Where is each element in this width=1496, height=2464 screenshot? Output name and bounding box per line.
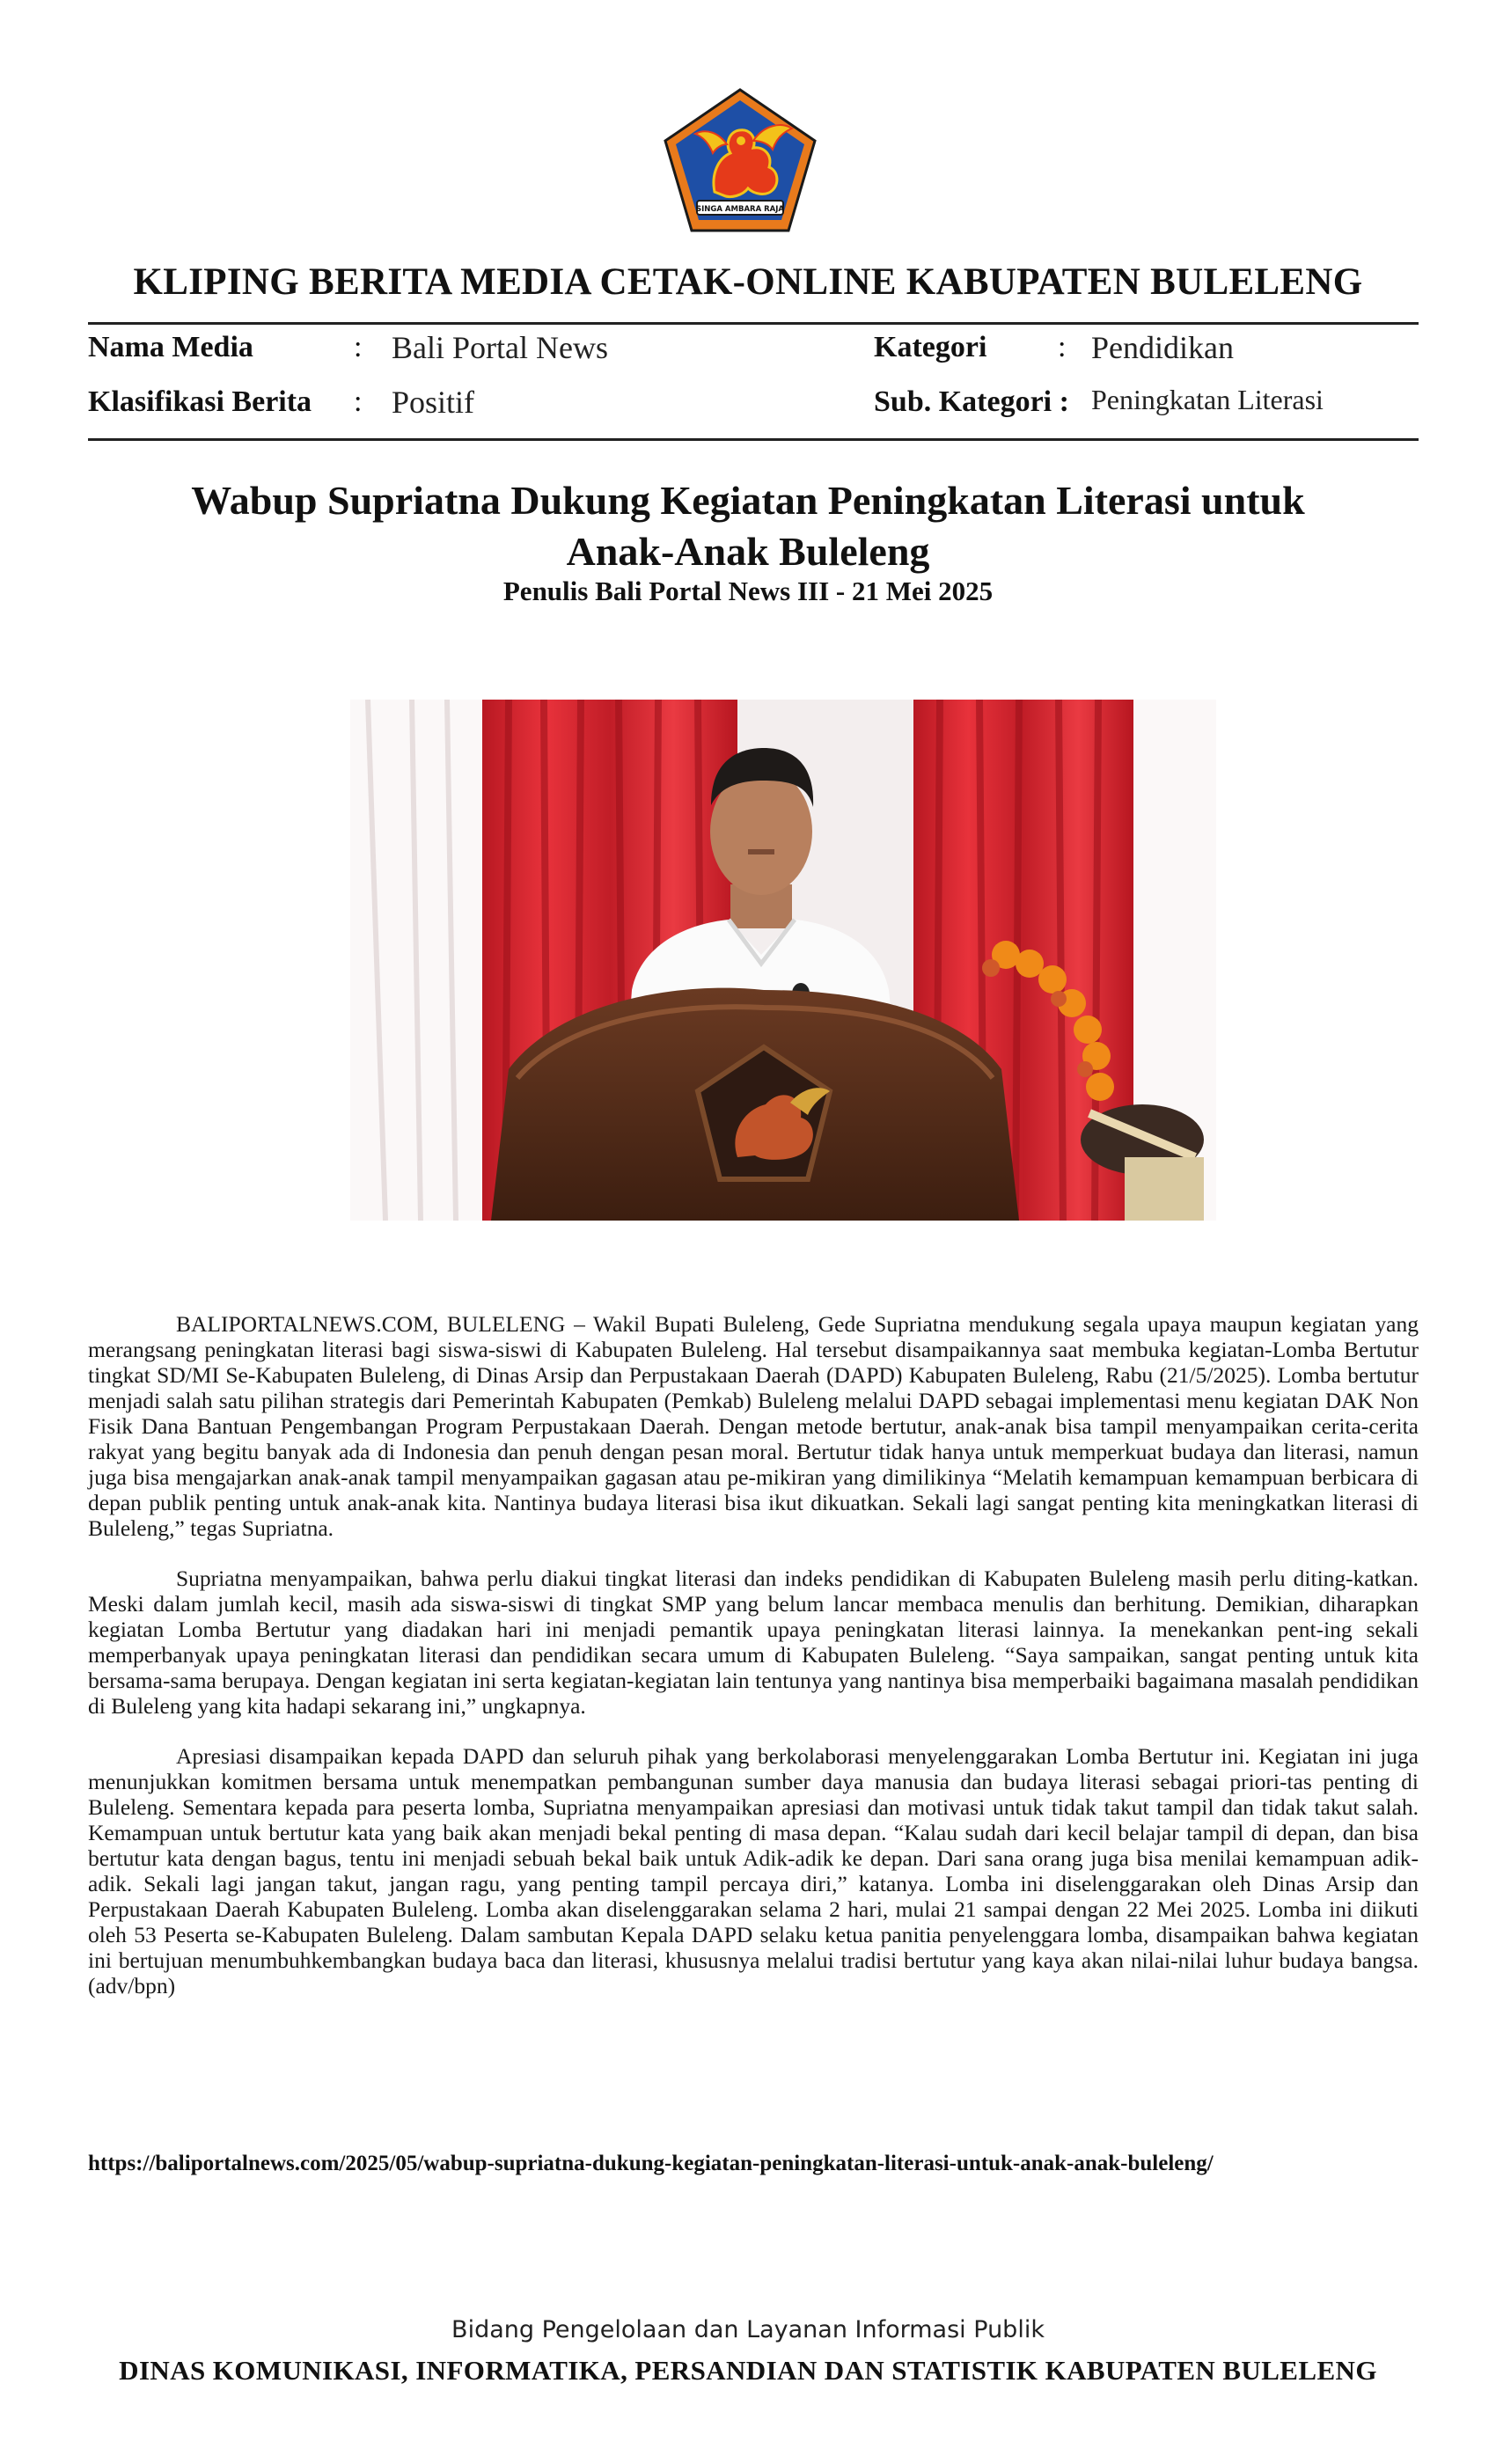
article-photo [350, 700, 1216, 1221]
article-paragraph-2: Supriatna menyampaikan, bahwa perlu diakui tingkat literasi dan indeks pendidikan di Kabupaten Buleleng masih perlu diting-katkan. Meski dalam jumlah kecil, masih ada siswa-siswi di tingkat SMP yang belum lancar membaca menulis dan berhitung. Demikian, diharapkan kegiatan Lomba Bertutur yang diadakan hari ini menjadi pemantik upaya peningkatan literasi lainnya. Ia menekankan pent-ing sekali memperbanyak upaya peningkatan literasi dan pendidikan secara umum di Kabupaten Buleleng. “Saya sampaikan, sangat penting untuk kita bersama-sama berupaya. Dengan kegiatan ini serta kegiatan-kegiatan lain tentunya yang nantinya bisa memperbaiki bagaimana masalah pendidikan di Buleleng yang kita hadapi sekarang ini,” ungkapnya. [88, 1566, 1419, 1719]
article-title-line-2: Anak-Anak Buleleng [566, 529, 930, 574]
nama-media-label: Nama Media [88, 331, 253, 363]
klasifikasi-berita-label: Klasifikasi Berita [88, 385, 312, 418]
nama-media-colon: : [354, 331, 363, 363]
footer-department: Bidang Pengelolaan dan Layanan Informasi Publik [451, 2316, 1045, 2343]
article-body [88, 1311, 1419, 2023]
klasifikasi-berita-value: Positif [392, 385, 475, 420]
buleleng-emblem-icon [660, 86, 820, 236]
klasifikasi-colon: : [354, 385, 363, 418]
sub-kategori-value: Peningkatan Literasi [1091, 384, 1324, 415]
article-title [132, 475, 1364, 577]
header-bottom-rule [88, 438, 1419, 441]
article-title-line-1: Wabup Supriatna Dukung Kegiatan Peningkatan Literasi untuk [191, 478, 1305, 523]
sub-kategori-label: Sub. Kategori : [874, 385, 1069, 418]
footer-agency: DINAS KOMUNIKASI, INFORMATIKA, PERSANDIAN DAN STATISTIK KABUPATEN BULELENG [119, 2355, 1377, 2386]
clipping-header-title: KLIPING BERITA MEDIA CETAK-ONLINE KABUPATEN BULELENG [133, 261, 1363, 303]
kategori-label: Kategori [874, 331, 987, 363]
nama-media-value: Bali Portal News [392, 330, 608, 365]
emblem-motto: SINGA AMBARA RAJA [696, 205, 784, 214]
header-top-rule [88, 322, 1419, 325]
kategori-colon: : [1058, 331, 1067, 363]
article-paragraph-3: Apresiasi disampaikan kepada DAPD dan seluruh pihak yang berkolaborasi menyelenggarakan Lomba Bertutur ini. Kegiatan ini juga menunjukkan komitmen bersama untuk menempatkan pembangunan sumber daya manusia dan budaya literasi sebagai priori-tas penting di Buleleng. Sementara kepada para peserta lomba, Supriatna menyampaikan apresiasi dan motivasi untuk tidak takut tampil dan tidak takut salah. Kemampuan untuk bertutur kata yang baik akan menjadi bekal penting di masa depan. “Kalau sudah dari kecil belajar tampil di depan, dan bisa bertutur kata dengan bagus, tentu ini menjadi sebuah bekal baik untuk Adik-adik ke depan. Dari sana orang juga bisa menilai kemampuan adik-adik. Sekali lagi jangan takut, jangan ragu, yang penting tampil percaya diri,” katanya. Lomba ini diselenggarakan oleh Dinas Arsip dan Perpustakaan Daerah Kabupaten Buleleng. Lomba akan diselenggarakan selama 2 hari, mulai 21 sampai dengan 22 Mei 2025. Lomba ini diikuti oleh 53 Peserta se-Kabupaten Buleleng. Dalam sambutan Kepala DAPD selaku ketua panitia penyelenggara lomba, disampaikan bahwa kegiatan ini bertujuan menumbuhkembangkan budaya baca dan literasi, khususnya melalui tradisi bertutur yang kaya akan nilai-nilai luhur budaya bangsa.(adv/bpn) [88, 1743, 1419, 1998]
article-byline: Penulis Bali Portal News III - 21 Mei 2025 [502, 576, 994, 606]
article-paragraph-1: BALIPORTALNEWS.COM, BULELENG – Wakil Bupati Buleleng, Gede Supriatna mendukung segala upaya maupun kegiatan yang merangsang peningkatan literasi bagi siswa-siswi di Kabupaten Buleleng. Hal tersebut disampaikannya saat membuka kegiatan-Lomba Bertutur tingkat SD/MI Se-Kabupaten Buleleng, di Dinas Arsip dan Perpustakaan Daerah (DAPD) Kabupaten Buleleng, Rabu (21/5/2025). Lomba bertutur menjadi salah satu pilihan strategis dari Pemerintah Kabupaten (Pemkab) Buleleng melalui DAPD sebagai implementasi menu kegiatan DAK Non Fisik Dana Bantuan Pengembangan Program Perpustakaan Daerah. Dengan metode bertutur, anak-anak bisa tampil menyampaikan cerita-cerita rakyat yang begitu banyak ada di Indonesia dan penuh dengan pesan moral. Bertutur tidak hanya untuk memperkuat budaya dan literasi, namun juga bisa mengajarkan anak-anak tampil menyampaikan gagasan atau pe-mikiran yang dimilikinya “Melatih kemampuan kemampuan berbicara di depan publik penting untuk anak-anak kita. Nantinya budaya literasi bisa ikut dikuatkan. Sekali lagi sangat penting kita meningkatkan literasi di Buleleng,” tegas Supriatna. [88, 1311, 1419, 1541]
kategori-value: Pendidikan [1091, 330, 1234, 365]
source-url-link[interactable]: https://baliportalnews.com/2025/05/wabup-supriatna-dukung-kegiatan-peningkatan-literasi-untuk-anak-anak-buleleng/ [88, 2152, 1214, 2175]
